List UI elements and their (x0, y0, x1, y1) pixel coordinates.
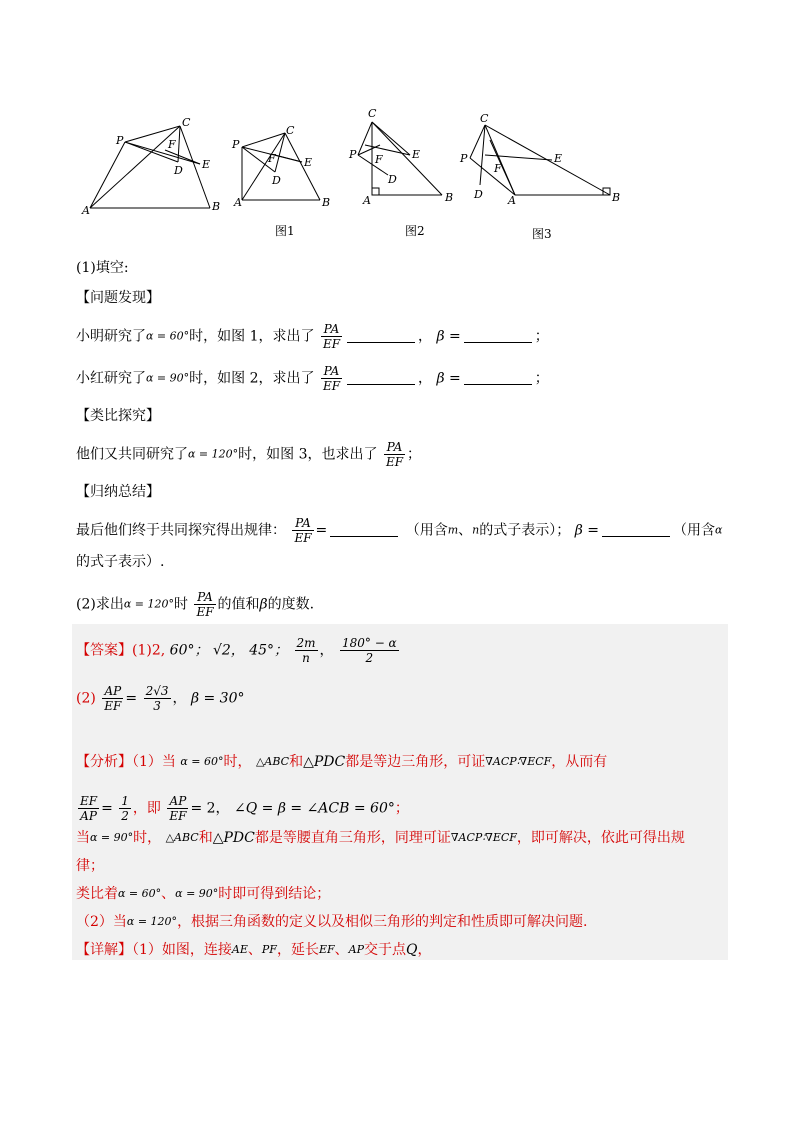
point-label-p: P (232, 138, 240, 151)
figure-caption-3: 图3 (532, 227, 552, 241)
point-label-b: B (212, 200, 221, 213)
answer-blank[interactable] (347, 330, 415, 343)
question-4: 最后他们终于共同探究得出规律： $\frac{PA}{EF}$ = （用含m、n的式子表示）； β = （用含α (76, 516, 723, 545)
answer-blank[interactable] (464, 330, 532, 343)
analysis-line-2: $\frac{EF}{AP}$ = $\frac{1}{2}$ ，即 $\frac{AP}{EF}$ = 2， ∠Q = β = ∠ACB = 60°； (80, 794, 409, 823)
answer-blank[interactable] (464, 372, 532, 385)
point-label-p: P (460, 152, 468, 165)
question-3: 他们又共同研究了α = 120°时，如图 3，也求出了 $\frac{PA}{EF}$ ； (76, 440, 422, 469)
solution-block (72, 624, 728, 960)
point-label-c: C (368, 107, 377, 120)
analysis-line-3: 当α = 90°时， △ABC和△PDC都是等腰直角三角形，同理可证∇ACP∶∇ECF，即可解决，依此可得出规 (76, 830, 685, 846)
point-label-e: E (554, 152, 563, 165)
section-analogy: 【类比探究】 (76, 408, 160, 424)
point-label-a: A (508, 194, 516, 207)
question-2: 小红研究了α = 90°时，如图 2，求出了 $\frac{PA}{EF}$ ， β = ； (76, 364, 549, 393)
point-label-d: D (272, 174, 281, 187)
section-problem-discovery: 【问题发现】 (76, 290, 160, 306)
point-label-d: D (474, 188, 483, 201)
analysis-line-1: 【分析】（1）当 α = 60°时， △ABC和△PDC都是等边三角形，可证∇ACP∶∇ECF，从而有 (76, 754, 608, 770)
point-label-c: C (286, 124, 295, 137)
point-label-e: E (304, 156, 313, 169)
point-label-f: F (494, 162, 502, 175)
point-label-f: F (375, 153, 383, 166)
point-label-p: P (349, 148, 357, 161)
part1-heading: (1)填空: (76, 260, 129, 276)
answer-blank[interactable] (347, 372, 415, 385)
fraction-2sqrt3-3: $\frac{2√3}{3}$ (145, 684, 169, 713)
answer-blank[interactable] (330, 524, 398, 537)
fraction-pa-ef: $\frac{PA}{EF}$ (196, 590, 214, 619)
fraction-180-alpha: $\frac{180^\circ - \alpha}{2}$ (341, 636, 397, 665)
fraction-pa-ef: $\frac{PA}{EF}$ (322, 322, 341, 351)
question-part2: (2)求出α = 120°时 $\frac{PA}{EF}$ 的值和β的度数. (76, 590, 315, 619)
point-label-f: F (268, 152, 276, 165)
figure-caption-2: 图2 (405, 224, 425, 238)
geometry-figures (70, 100, 630, 250)
fraction-2m-n: $\frac{2m}{n}$ (296, 636, 316, 665)
fraction-pa-ef: $\frac{PA}{EF}$ (294, 516, 312, 545)
question-1: 小明研究了α = 60°时，如图 1，求出了 $\frac{PA}{EF}$ ， β = ； (76, 322, 549, 351)
fraction-one-half: $\frac{1}{2}$ (121, 794, 129, 823)
fraction-ef-ap: $\frac{EF}{AP}$ (80, 794, 98, 823)
fraction-pa-ef: $\frac{PA}{EF}$ (322, 364, 341, 393)
point-label-a: A (363, 194, 371, 207)
point-label-a: A (234, 196, 242, 209)
answer-line-1: 【答案】(1)2, 60°； √2， 45°； $\frac{2m}{n}$ ， $\frac{180^\circ - \alpha}{2}$ (76, 636, 397, 665)
point-label-b: B (322, 196, 331, 209)
point-label-d: D (174, 164, 183, 177)
point-label-b: B (612, 191, 621, 204)
section-summary: 【归纳总结】 (76, 484, 160, 500)
analysis-line-6: （2）当α = 120°，根据三角函数的定义以及相似三角形的判定和性质即可解决问题. (76, 914, 588, 930)
detail-line-1: 【详解】（1）如图，连接AE、PF，延长EF、AP交于点Q， (76, 942, 432, 958)
point-label-b: B (445, 191, 454, 204)
question-4-wrap: 的式子表示）. (76, 554, 165, 570)
point-label-d: D (388, 173, 397, 186)
answer-blank[interactable] (602, 524, 670, 537)
point-label-e: E (412, 148, 421, 161)
point-label-f: F (168, 138, 176, 151)
point-label-c: C (182, 116, 191, 129)
fraction-ap-ef: $\frac{AP}{EF}$ (169, 794, 187, 823)
point-label-a: A (82, 204, 90, 217)
fraction-pa-ef: $\frac{PA}{EF}$ (385, 440, 404, 469)
fraction-ap-ef: $\frac{AP}{EF}$ (104, 684, 122, 713)
point-label-c: C (480, 112, 489, 125)
figure-3 (358, 122, 442, 195)
point-label-e: E (202, 158, 211, 171)
analysis-line-4: 律； (76, 858, 104, 874)
point-label-p: P (116, 134, 124, 147)
figure-caption-1: 图1 (275, 224, 295, 238)
answer-line-2: (2) $\frac{AP}{EF}$ = $\frac{2√3}{3}$ ， β = 30° (76, 684, 245, 713)
figure-4 (470, 125, 610, 195)
figure-1 (90, 126, 210, 208)
analysis-line-5: 类比着α = 60°、α = 90°时即可得到结论； (76, 886, 331, 902)
